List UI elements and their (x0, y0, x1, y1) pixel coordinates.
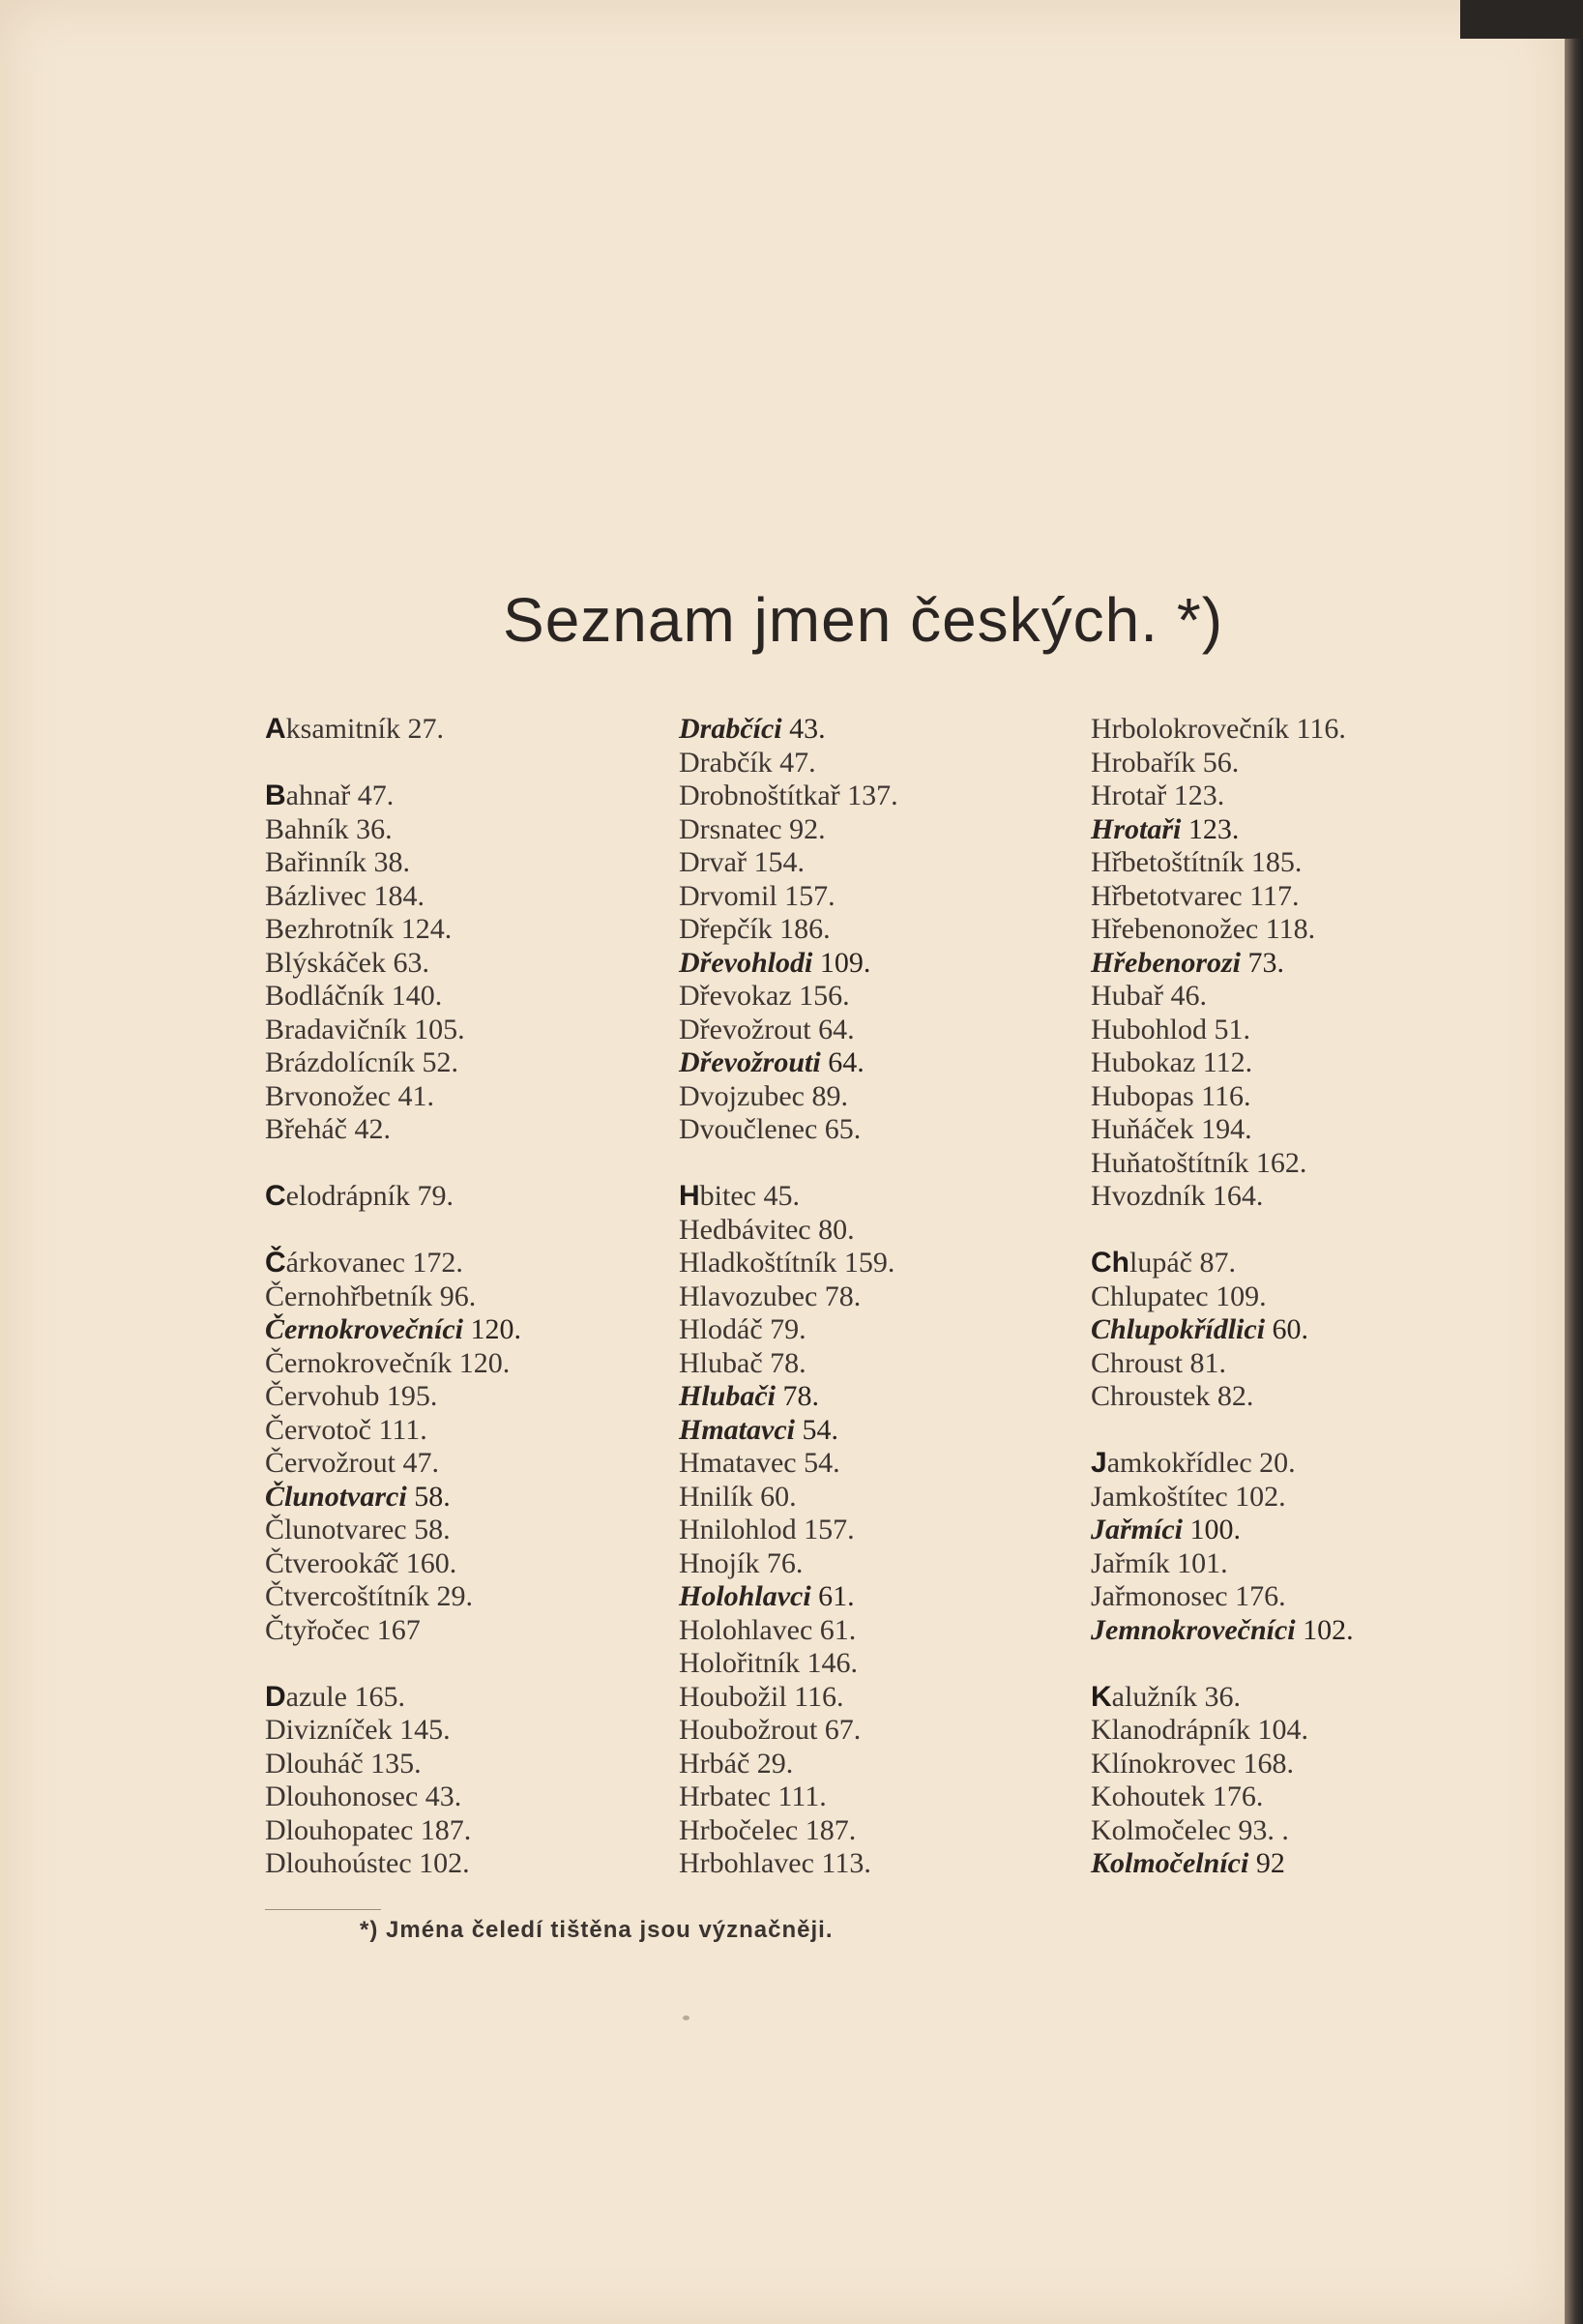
section-gap (265, 1147, 521, 1181)
index-entry: Hlubač 78. (679, 1346, 806, 1379)
index-entry: Dlouhoústec 102. (265, 1847, 470, 1879)
index-entry: Dřevožrout 64. (679, 1013, 855, 1045)
index-entry: Hlodáč 79. (679, 1313, 806, 1345)
background-corner (1460, 0, 1583, 39)
index-entry: Červotoč 111. (265, 1413, 427, 1446)
index-entry: Červožrout 47. (265, 1447, 439, 1479)
index-entry: Hrotař 123. (1091, 780, 1225, 811)
index-entry: Hnilohlod 157. (679, 1514, 855, 1545)
entry-text: bitec 45. (699, 1180, 800, 1212)
index-column-3 (1091, 713, 1354, 1881)
family-entry (679, 1380, 898, 1414)
section-initial: B (265, 780, 286, 811)
index-entry: Červohub 195. (265, 1380, 438, 1412)
family-entry (679, 1046, 898, 1080)
entry-text: azule 165. (285, 1680, 405, 1713)
page-title: Seznam jmen českých. *) (503, 585, 1224, 655)
section-gap (265, 1647, 521, 1681)
section-initial: Č (265, 1247, 286, 1279)
family-entry (1091, 1847, 1354, 1881)
footnote-divider (265, 1909, 381, 1910)
page-number: 92 (1248, 1847, 1285, 1879)
index-entry: Kolmočelec 93. . (1091, 1813, 1289, 1846)
index-entry: Hubař 46. (1091, 980, 1207, 1012)
index-entry: Blýskáček 63. (265, 946, 429, 979)
page-number: 61. (810, 1580, 855, 1612)
index-entry: Břeháč 42. (265, 1113, 391, 1145)
index-entry: Hnojík 76. (679, 1546, 804, 1579)
page-number: 58. (406, 1480, 451, 1513)
entry-text: elodrápník 79. (285, 1180, 454, 1212)
index-entry: Chroust 81. (1091, 1346, 1227, 1379)
family-entry (265, 1481, 521, 1515)
index-entry: Klínokrovec 168. (1091, 1747, 1294, 1780)
index-entry: Hřbetoštítník 185. (1091, 846, 1303, 878)
index-entry: Čtverooká̌č 160. (265, 1546, 457, 1579)
index-entry: Hlavozubec 78. (679, 1280, 862, 1312)
family-name: Holohlavci (679, 1580, 811, 1612)
index-entry: Čtyřočec 167 (265, 1613, 421, 1646)
paper-speck (683, 2015, 689, 2020)
section-first-entry (265, 1247, 521, 1280)
family-entry (1091, 1614, 1354, 1648)
family-name: Dřevohlodi (679, 946, 813, 979)
index-entry: Dlouhonosec 43. (265, 1780, 462, 1812)
index-entry: Chlupatec 109. (1091, 1280, 1267, 1312)
page-number: 78. (776, 1380, 820, 1412)
family-name: Chlupokřídlici (1091, 1313, 1266, 1345)
index-entry: Dlouháč 135. (265, 1747, 422, 1780)
index-column-1 (265, 713, 521, 1881)
section-gap (1091, 1647, 1354, 1681)
index-entry: Holohlavec 61. (679, 1613, 857, 1646)
section-first-entry (265, 1681, 521, 1715)
index-entry: Huňáček 194. (1091, 1113, 1252, 1145)
family-name: Jemnokrovečníci (1091, 1613, 1296, 1646)
index-entry: Drvomil 157. (679, 879, 835, 912)
entry-text: alužník 36. (1111, 1680, 1241, 1713)
page-number: 109. (812, 946, 871, 979)
section-gap (265, 747, 521, 780)
index-entry: Hubopas 116. (1091, 1079, 1251, 1112)
page-number: 102. (1295, 1613, 1354, 1646)
entry-text: árkovanec 172. (285, 1247, 463, 1279)
index-entry: Holořitník 146. (679, 1647, 858, 1679)
family-name: Hmatavci (679, 1413, 795, 1446)
index-entry: Bezhrotník 124. (265, 913, 453, 945)
entry-text: ksamitník 27. (285, 713, 445, 745)
index-entry: Bázlivec 184. (265, 879, 425, 912)
index-entry: Hřebenonožec 118. (1091, 913, 1316, 945)
section-first-entry (1091, 1681, 1354, 1715)
section-initial: J (1091, 1447, 1107, 1479)
page-number: 43. (781, 713, 826, 745)
index-entry: Drsnatec 92. (679, 812, 826, 845)
index-entry: Dlouhopatec 187. (265, 1813, 472, 1846)
family-entry (679, 713, 898, 747)
family-name: Kolmočelníci (1091, 1847, 1249, 1879)
section-first-entry (265, 1180, 521, 1214)
index-entry: Člunotvarec 58. (265, 1514, 451, 1545)
index-entry: Hřbetotvarec 117. (1091, 879, 1300, 912)
index-entry: Jařmonosec 176. (1091, 1580, 1286, 1612)
index-entry: Houbožrout 67. (679, 1714, 862, 1746)
page-edge (1565, 0, 1583, 2324)
family-entry (679, 1580, 898, 1614)
family-entry (1091, 947, 1354, 981)
index-entry: Kohoutek 176. (1091, 1780, 1264, 1812)
index-entry: Chroustek 82. (1091, 1380, 1254, 1412)
family-name: Hlubači (679, 1380, 777, 1412)
section-gap (265, 1214, 521, 1248)
index-entry: Dřepčík 186. (679, 913, 831, 945)
index-entry: Hrbatec 111. (679, 1780, 827, 1812)
index-entry: Brvonožec 41. (265, 1079, 434, 1112)
index-entry: Hladkoštítník 159. (679, 1247, 895, 1279)
entry-text: amkokřídlec 20. (1106, 1447, 1296, 1479)
index-entry: Bařinník 38. (265, 846, 410, 878)
index-entry: Hmatavec 54. (679, 1447, 840, 1479)
index-entry: Houbožil 116. (679, 1680, 844, 1713)
family-name: Jařmíci (1091, 1514, 1183, 1545)
index-entry: Hedbávitec 80. (679, 1213, 855, 1246)
family-entry (679, 1414, 898, 1448)
section-initial: K (1091, 1680, 1112, 1713)
section-initial: Ch (1091, 1247, 1129, 1279)
page-number: 120. (462, 1313, 521, 1345)
family-name: Hrotaři (1091, 812, 1182, 845)
index-entry: Hvozdník 164. (1091, 1180, 1264, 1212)
page-number: 100. (1183, 1514, 1241, 1545)
family-entry (265, 1313, 521, 1347)
page-number: 54. (794, 1413, 838, 1446)
index-entry: Hubokaz 112. (1091, 1046, 1253, 1078)
entry-text: lupáč 87. (1129, 1247, 1236, 1279)
family-entry (1091, 1313, 1354, 1347)
family-name: Černokrovečníci (265, 1313, 463, 1345)
index-entry: Hrbolokrovečník 116. (1091, 713, 1346, 745)
index-entry: Hrbáč 29. (679, 1747, 794, 1780)
section-gap (679, 1147, 898, 1181)
index-entry: Bradavičník 105. (265, 1013, 465, 1045)
family-entry (679, 947, 898, 981)
section-first-entry (265, 780, 521, 813)
section-first-entry (1091, 1447, 1354, 1481)
index-entry: Čtvercoštítník 29. (265, 1580, 473, 1612)
index-entry: Jařmík 101. (1091, 1546, 1228, 1579)
page-number: 60. (1265, 1313, 1309, 1345)
index-entry: Černokrovečník 120. (265, 1346, 511, 1379)
index-entry: Dřevokaz 156. (679, 980, 850, 1012)
section-initial: H (679, 1180, 700, 1212)
section-gap (1091, 1214, 1354, 1248)
index-entry: Divizníček 145. (265, 1714, 451, 1746)
section-initial: D (265, 1680, 286, 1713)
index-entry: Bahník 36. (265, 812, 393, 845)
index-column-2 (679, 713, 898, 1881)
index-entry: Klanodrápník 104. (1091, 1714, 1308, 1746)
index-entry: Černohřbetník 96. (265, 1280, 477, 1312)
page-number: 123. (1181, 812, 1240, 845)
family-name: Drabčíci (679, 713, 782, 745)
family-entry (1091, 813, 1354, 847)
index-entry: Bodláčník 140. (265, 980, 443, 1012)
section-gap (1091, 1414, 1354, 1448)
section-first-entry (1091, 1247, 1354, 1280)
index-entry: Dvoučlenec 65. (679, 1113, 862, 1145)
index-entry: Hrbohlavec 113. (679, 1847, 871, 1879)
section-initial: A (265, 713, 286, 745)
family-name: Hřebenorozi (1091, 946, 1242, 979)
index-entry: Drvař 154. (679, 846, 805, 878)
section-initial: C (265, 1180, 286, 1212)
index-entry: Hrobařík 56. (1091, 746, 1240, 779)
section-first-entry (679, 1180, 898, 1214)
footnote: *) Jména čeledí tištěna jsou význačněji. (360, 1917, 834, 1943)
index-entry: Hrbočelec 187. (679, 1813, 857, 1846)
page-number: 73. (1241, 946, 1285, 979)
entry-text: ahnař 47. (285, 780, 395, 811)
family-name: Člunotvarci (265, 1480, 407, 1513)
index-entry: Jamkoštítec 102. (1091, 1480, 1286, 1513)
section-first-entry (265, 713, 521, 747)
index-entry: Hubohlod 51. (1091, 1013, 1250, 1045)
index-entry: Huňatoštítník 162. (1091, 1146, 1307, 1179)
index-entry: Drobnoštítkař 137. (679, 780, 898, 811)
index-entry: Dvojzubec 89. (679, 1079, 848, 1112)
page-number: 64. (820, 1046, 865, 1078)
index-entry: Drabčík 47. (679, 746, 816, 779)
family-name: Dřevožrouti (679, 1046, 821, 1078)
index-entry: Hnilík 60. (679, 1480, 797, 1513)
index-entry: Brázdolícník 52. (265, 1046, 458, 1078)
family-entry (1091, 1514, 1354, 1547)
